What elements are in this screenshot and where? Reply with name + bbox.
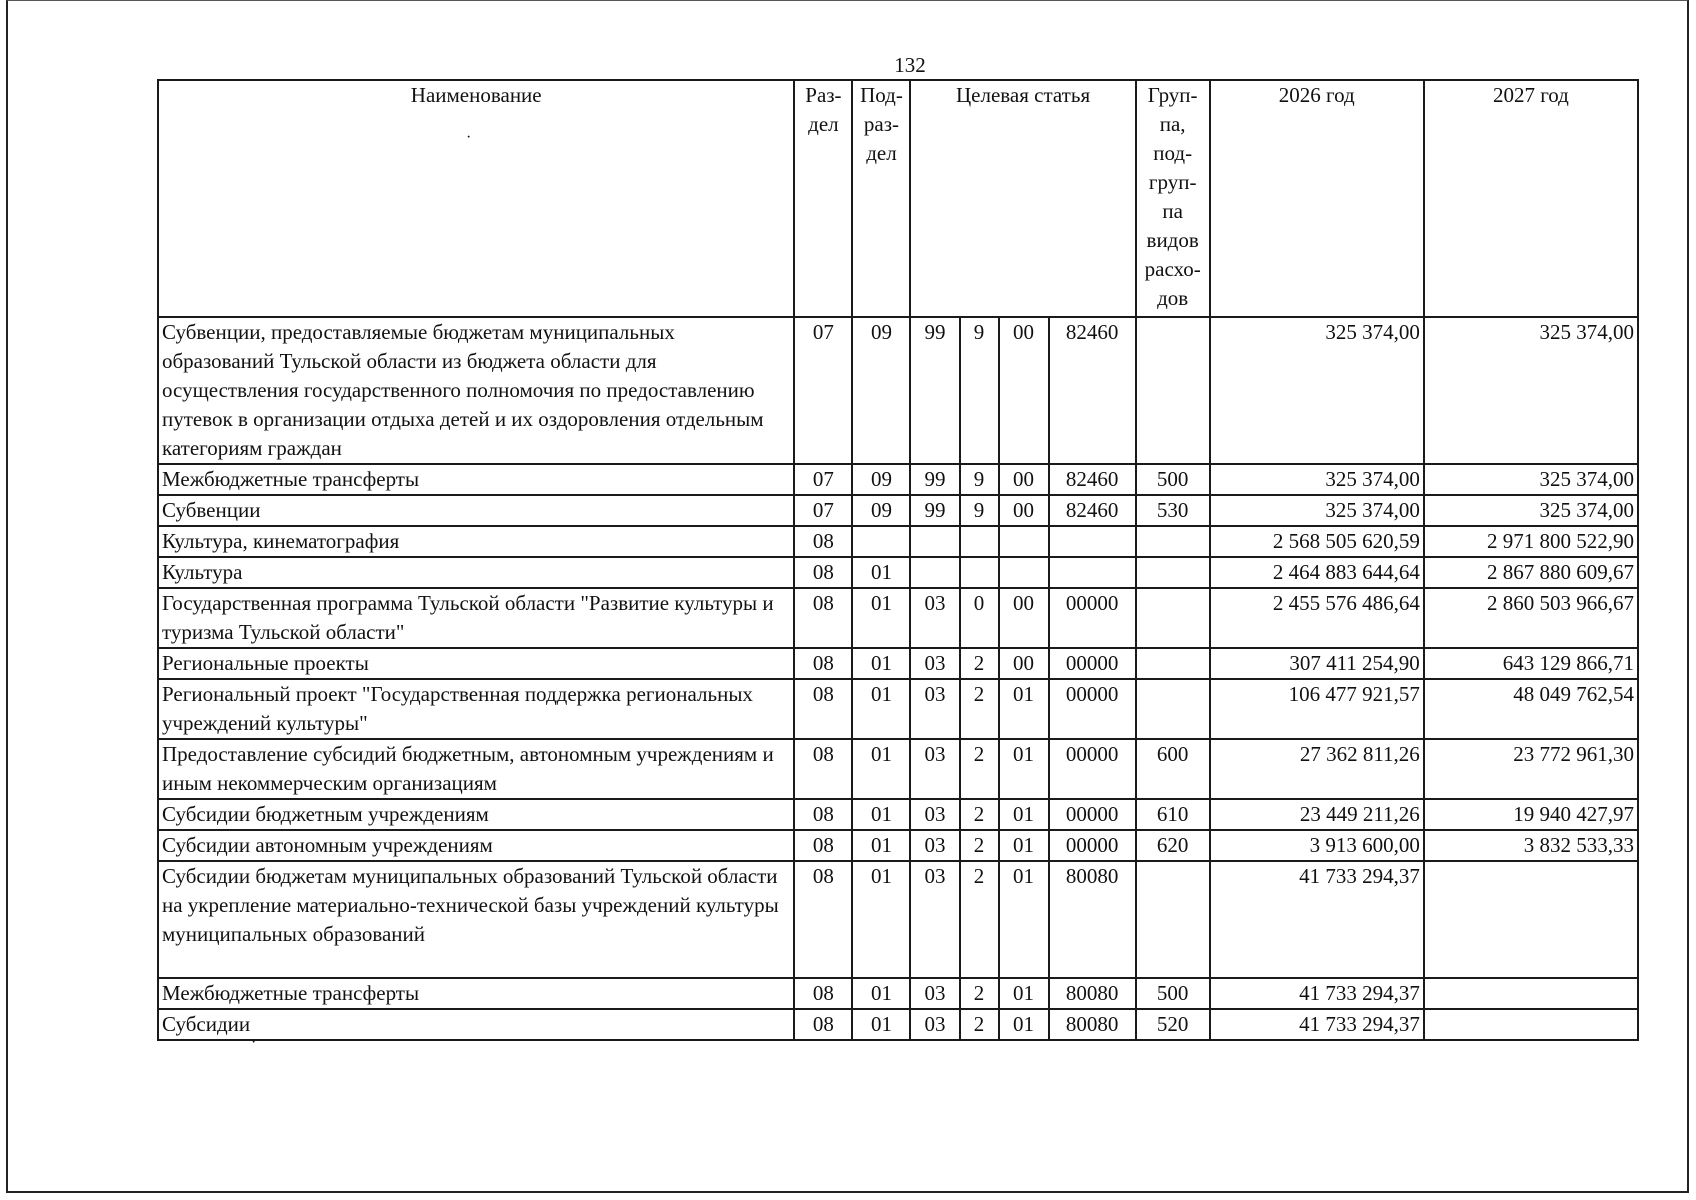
- cell-amount-2026: 41 733 294,37: [1210, 861, 1424, 978]
- cell-section: 08: [794, 861, 852, 978]
- cell-amount-2026: 307 411 254,90: [1210, 648, 1424, 679]
- cell-section: 08: [794, 679, 852, 739]
- table-body: [158, 317, 1638, 1040]
- header-section: Раз-дел: [794, 80, 852, 317]
- budget-table: [157, 79, 1639, 1041]
- cell-name: Культура, кинематография: [158, 526, 794, 557]
- cell-name: Государственная программа Тульской области "Развитие культуры и туризма Тульской области": [158, 588, 794, 648]
- cell-target-program: 99: [910, 317, 959, 464]
- cell-amount-2027: 325 374,00: [1424, 317, 1638, 464]
- cell-expense-group: 500: [1136, 464, 1210, 495]
- cell-subsection: 01: [852, 861, 910, 978]
- cell-target-type: 2: [960, 1009, 999, 1040]
- table-row: [158, 648, 1638, 679]
- cell-target-direction: 82460: [1049, 317, 1136, 464]
- cell-target-direction: 82460: [1049, 464, 1136, 495]
- table-header-row: [158, 80, 1638, 317]
- cell-target-program: 03: [910, 830, 959, 861]
- header-subsection: Под-раз-дел: [852, 80, 910, 317]
- cell-target-program: 03: [910, 679, 959, 739]
- cell-target-subprogram: 00: [999, 464, 1049, 495]
- table-row: [158, 464, 1638, 495]
- cell-target-type: 2: [960, 978, 999, 1009]
- cell-target-direction: 00000: [1049, 648, 1136, 679]
- cell-amount-2026: 325 374,00: [1210, 495, 1424, 526]
- cell-name: Субсидии бюджетным учреждениям: [158, 799, 794, 830]
- cell-name: Региональный проект "Государственная поддержка региональных учреждений культуры": [158, 679, 794, 739]
- cell-target-program: 03: [910, 1009, 959, 1040]
- cell-target-type: [960, 557, 999, 588]
- cell-amount-2027: 23 772 961,30: [1424, 739, 1638, 799]
- cell-amount-2026: 2 568 505 620,59: [1210, 526, 1424, 557]
- cell-name: Культура: [158, 557, 794, 588]
- cell-amount-2027: 19 940 427,97: [1424, 799, 1638, 830]
- cell-subsection: 01: [852, 739, 910, 799]
- cell-section: 08: [794, 557, 852, 588]
- cell-expense-group: [1136, 317, 1210, 464]
- cell-amount-2027: 325 374,00: [1424, 464, 1638, 495]
- cell-amount-2026: 106 477 921,57: [1210, 679, 1424, 739]
- cell-section: 07: [794, 317, 852, 464]
- table-row: [158, 1009, 1638, 1040]
- cell-subsection: 09: [852, 317, 910, 464]
- cell-target-direction: 00000: [1049, 799, 1136, 830]
- cell-target-direction: 80080: [1049, 1009, 1136, 1040]
- cell-target-subprogram: 01: [999, 799, 1049, 830]
- cell-target-type: 2: [960, 679, 999, 739]
- cell-amount-2027: 2 867 880 609,67: [1424, 557, 1638, 588]
- cell-target-program: [910, 557, 959, 588]
- cell-expense-group: [1136, 861, 1210, 978]
- cell-name: Субвенции, предоставляемые бюджетам муниципальных образований Тульской области из бюджета области для осуществления государственного полномочия по предоставлению путевок в организации отдыха детей и их оздоровления отдельным категориям граждан: [158, 317, 794, 464]
- header-year-2027: 2027 год: [1424, 80, 1638, 317]
- cell-subsection: 09: [852, 464, 910, 495]
- cell-target-program: 99: [910, 464, 959, 495]
- cell-target-direction: 80080: [1049, 978, 1136, 1009]
- cell-target-type: 0: [960, 588, 999, 648]
- cell-subsection: 01: [852, 557, 910, 588]
- cell-target-subprogram: 01: [999, 830, 1049, 861]
- cell-target-direction: 00000: [1049, 739, 1136, 799]
- cell-expense-group: 610: [1136, 799, 1210, 830]
- cell-target-type: 2: [960, 830, 999, 861]
- cell-target-direction: 82460: [1049, 495, 1136, 526]
- cell-target-program: 03: [910, 739, 959, 799]
- cell-target-subprogram: 01: [999, 1009, 1049, 1040]
- cell-subsection: 01: [852, 1009, 910, 1040]
- table-row: [158, 588, 1638, 648]
- cell-target-program: 03: [910, 588, 959, 648]
- cell-target-direction: 80080: [1049, 861, 1136, 978]
- cell-amount-2026: 41 733 294,37: [1210, 1009, 1424, 1040]
- cell-subsection: 01: [852, 648, 910, 679]
- cell-amount-2027: [1424, 861, 1638, 978]
- cell-expense-group: 520: [1136, 1009, 1210, 1040]
- cell-subsection: [852, 526, 910, 557]
- cell-expense-group: 600: [1136, 739, 1210, 799]
- cell-expense-group: 620: [1136, 830, 1210, 861]
- cell-amount-2026: 27 362 811,26: [1210, 739, 1424, 799]
- cell-name: Субсидии: [158, 1009, 794, 1040]
- cell-section: 08: [794, 588, 852, 648]
- cell-name: Межбюджетные трансферты: [158, 978, 794, 1009]
- cell-target-subprogram: [999, 557, 1049, 588]
- cell-amount-2027: 3 832 533,33: [1424, 830, 1638, 861]
- cell-target-type: 9: [960, 317, 999, 464]
- cell-amount-2027: 2 860 503 966,67: [1424, 588, 1638, 648]
- table-row: [158, 679, 1638, 739]
- cell-target-direction: 00000: [1049, 830, 1136, 861]
- cell-expense-group: [1136, 557, 1210, 588]
- table-row: [158, 526, 1638, 557]
- table-row: [158, 861, 1638, 978]
- cell-target-type: [960, 526, 999, 557]
- cell-target-program: 03: [910, 978, 959, 1009]
- cell-amount-2026: 325 374,00: [1210, 317, 1424, 464]
- cell-subsection: 01: [852, 588, 910, 648]
- cell-target-type: 9: [960, 464, 999, 495]
- cell-target-type: 2: [960, 739, 999, 799]
- cell-target-direction: [1049, 557, 1136, 588]
- cell-expense-group: [1136, 588, 1210, 648]
- table-row: [158, 317, 1638, 464]
- cell-name: Региональные проекты: [158, 648, 794, 679]
- cell-target-subprogram: 01: [999, 679, 1049, 739]
- cell-target-type: 2: [960, 799, 999, 830]
- cell-amount-2026: 23 449 211,26: [1210, 799, 1424, 830]
- cell-target-program: 03: [910, 648, 959, 679]
- cell-target-direction: 00000: [1049, 588, 1136, 648]
- cell-name: Субвенции: [158, 495, 794, 526]
- cell-target-subprogram: 00: [999, 317, 1049, 464]
- cell-target-subprogram: [999, 526, 1049, 557]
- cell-target-program: 03: [910, 861, 959, 978]
- cell-expense-group: [1136, 679, 1210, 739]
- cell-subsection: 01: [852, 830, 910, 861]
- cell-amount-2027: 48 049 762,54: [1424, 679, 1638, 739]
- table-row: [158, 495, 1638, 526]
- cell-section: 08: [794, 799, 852, 830]
- header-target-article: Целевая статья: [910, 80, 1135, 317]
- cell-subsection: 01: [852, 799, 910, 830]
- scan-speck: ·: [251, 1034, 257, 1051]
- table-row: [158, 557, 1638, 588]
- cell-amount-2026: 3 913 600,00: [1210, 830, 1424, 861]
- table-row: [158, 830, 1638, 861]
- page-number: 132: [894, 53, 926, 77]
- cell-target-program: 99: [910, 495, 959, 526]
- table-row: [158, 739, 1638, 799]
- cell-section: 08: [794, 978, 852, 1009]
- header-expense-group: Груп-па, под-груп-па видов расхо-дов: [1136, 80, 1210, 317]
- cell-section: 07: [794, 464, 852, 495]
- cell-target-subprogram: 00: [999, 495, 1049, 526]
- cell-amount-2027: [1424, 1009, 1638, 1040]
- cell-section: 07: [794, 495, 852, 526]
- cell-amount-2026: 2 464 883 644,64: [1210, 557, 1424, 588]
- cell-subsection: 09: [852, 495, 910, 526]
- header-name: Наименование: [158, 80, 794, 317]
- cell-name: Предоставление субсидий бюджетным, автономным учреждениям и иным некоммерческим организациям: [158, 739, 794, 799]
- scan-speck: ·: [466, 129, 472, 146]
- cell-amount-2026: 41 733 294,37: [1210, 978, 1424, 1009]
- table-row: [158, 799, 1638, 830]
- cell-target-direction: 00000: [1049, 679, 1136, 739]
- cell-section: 08: [794, 1009, 852, 1040]
- cell-target-direction: [1049, 526, 1136, 557]
- cell-expense-group: [1136, 526, 1210, 557]
- cell-amount-2026: 2 455 576 486,64: [1210, 588, 1424, 648]
- cell-target-type: 2: [960, 861, 999, 978]
- cell-subsection: 01: [852, 679, 910, 739]
- cell-target-program: 03: [910, 799, 959, 830]
- cell-amount-2027: 2 971 800 522,90: [1424, 526, 1638, 557]
- cell-target-type: 9: [960, 495, 999, 526]
- cell-subsection: 01: [852, 978, 910, 1009]
- cell-amount-2027: 325 374,00: [1424, 495, 1638, 526]
- table-row: [158, 978, 1638, 1009]
- cell-section: 08: [794, 526, 852, 557]
- cell-name: Субсидии автономным учреждениям: [158, 830, 794, 861]
- cell-section: 08: [794, 739, 852, 799]
- cell-section: 08: [794, 830, 852, 861]
- cell-name: Межбюджетные трансферты: [158, 464, 794, 495]
- cell-name: Субсидии бюджетам муниципальных образований Тульской области на укрепление материально-технической базы учреждений культуры муниципальных образований: [158, 861, 794, 978]
- cell-expense-group: 530: [1136, 495, 1210, 526]
- cell-amount-2027: 643 129 866,71: [1424, 648, 1638, 679]
- cell-expense-group: [1136, 648, 1210, 679]
- cell-target-subprogram: 00: [999, 648, 1049, 679]
- cell-target-subprogram: 01: [999, 739, 1049, 799]
- cell-section: 08: [794, 648, 852, 679]
- cell-amount-2027: [1424, 978, 1638, 1009]
- header-year-2026: 2026 год: [1210, 80, 1424, 317]
- cell-amount-2026: 325 374,00: [1210, 464, 1424, 495]
- cell-target-subprogram: 01: [999, 978, 1049, 1009]
- cell-expense-group: 500: [1136, 978, 1210, 1009]
- cell-target-subprogram: 00: [999, 588, 1049, 648]
- cell-target-type: 2: [960, 648, 999, 679]
- cell-target-program: [910, 526, 959, 557]
- cell-target-subprogram: 01: [999, 861, 1049, 978]
